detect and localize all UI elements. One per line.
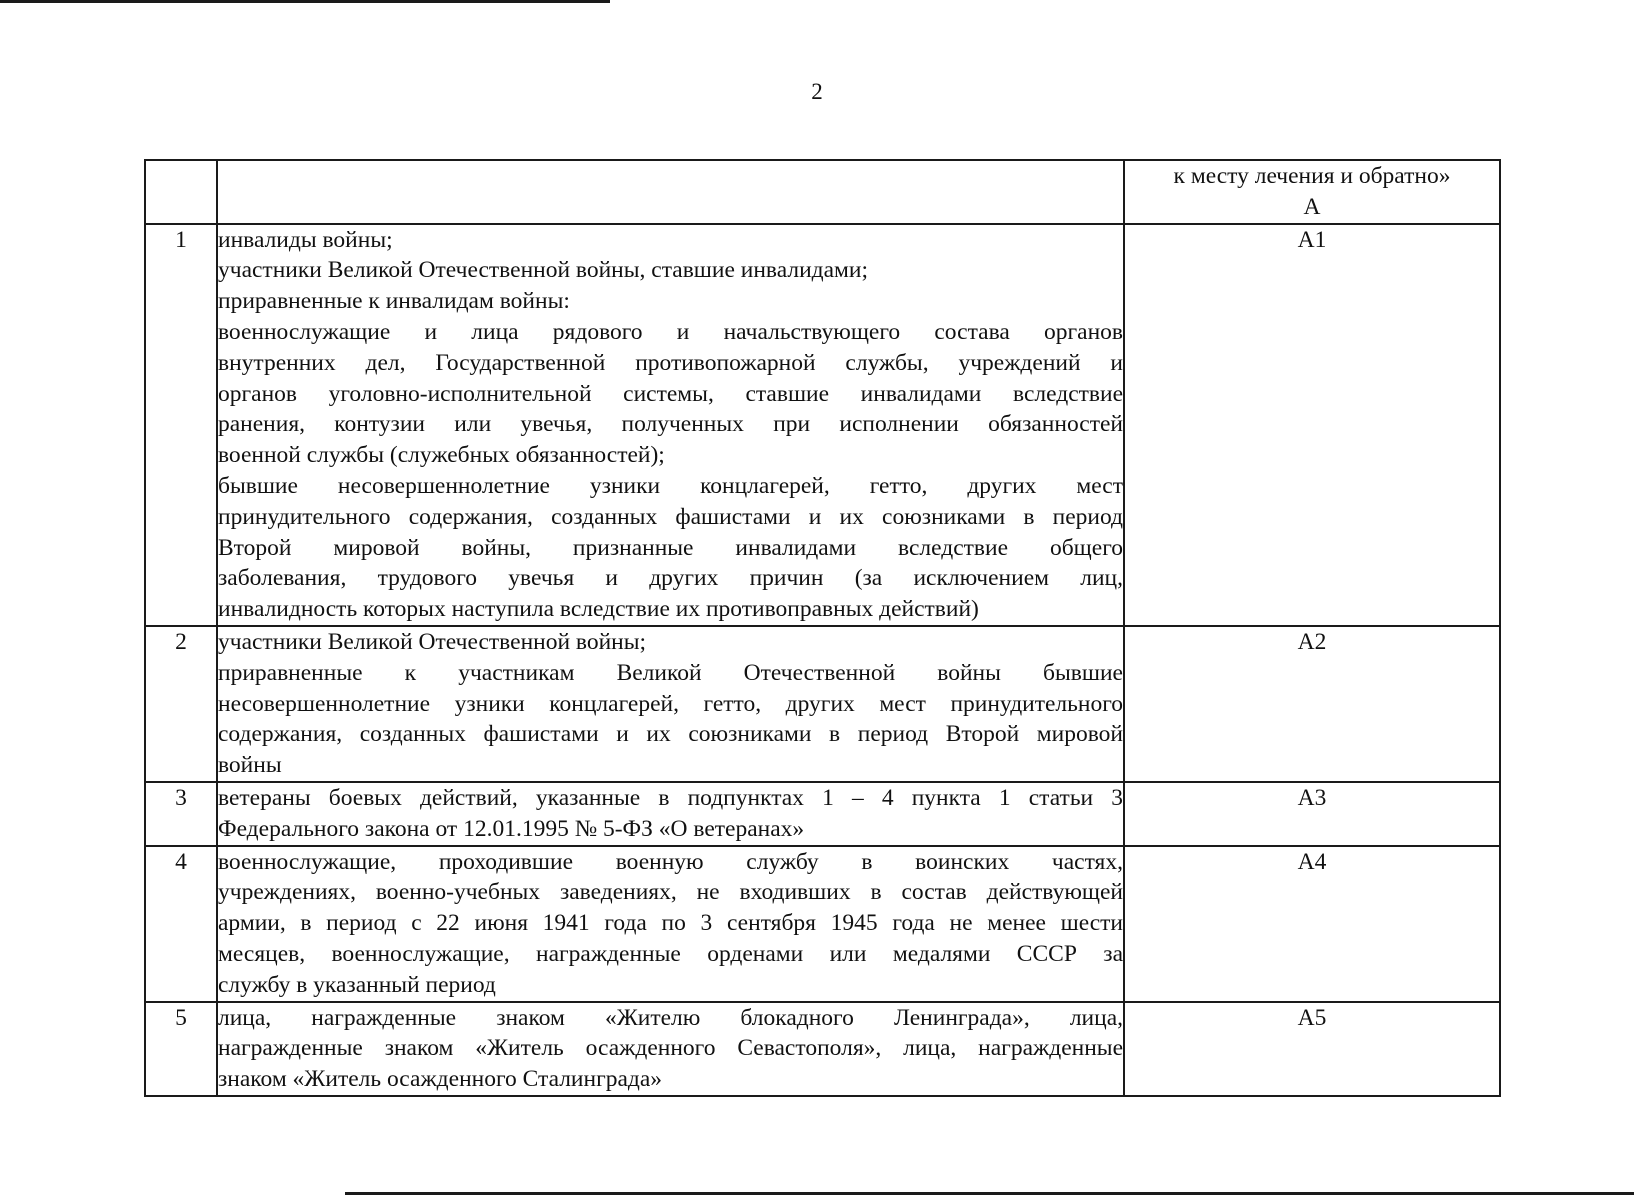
description-line: несовершеннолетние узники концлагерей, гетто, других мест принудительного [218, 690, 1123, 717]
description-line: органов уголовно-исполнительной системы, ставшие инвалидами вследствие [218, 380, 1123, 407]
table-header-row [145, 160, 1500, 224]
description-line: учреждениях, военно-учебных заведениях, не входивших в состав действующей [218, 879, 1123, 906]
scan-edge-line-bottom [345, 1192, 1634, 1195]
row-code: А5 [1124, 1002, 1500, 1096]
description-line: армии, в период с 22 июня 1941 года по 3 сентября 1945 года не менее шести [218, 910, 1123, 937]
table-row [145, 1002, 1500, 1096]
row-number: 1 [145, 224, 217, 626]
description-line: участники Великой Отечественной войны; [218, 628, 647, 655]
benefits-category-table [144, 159, 1501, 1097]
description-line: ветераны боевых действий, указанные в подпунктах 1 – 4 пункта 1 статьи 3 [218, 784, 1123, 811]
table-row [145, 782, 1500, 846]
table-row [145, 846, 1500, 1002]
description-line: Федерального закона от 12.01.1995 № 5-ФЗ «О ветеранах» [218, 815, 805, 842]
row-description [217, 224, 1124, 626]
header-num-cell [145, 160, 217, 224]
header-code-line: к месту лечения и обратно» [1173, 163, 1451, 189]
row-number: 3 [145, 782, 217, 846]
description-line: ранения, контузии или увечья, полученных при исполнении обязанностей [218, 411, 1123, 438]
row-description [217, 626, 1124, 782]
description-line: военной службы (служебных обязанностей); [218, 442, 665, 469]
row-code: А2 [1124, 626, 1500, 782]
description-line: приравненные к участникам Великой Отечественной войны бывшие [218, 659, 1123, 686]
description-line: войны [218, 752, 282, 779]
row-description [217, 846, 1124, 1002]
description-line: службу в указанный период [218, 971, 496, 998]
header-description-cell [217, 160, 1124, 224]
row-description [217, 782, 1124, 846]
row-number: 5 [145, 1002, 217, 1096]
row-code: А1 [1124, 224, 1500, 626]
description-line: инвалидность которых наступила вследствие их противоправных действий) [218, 596, 979, 623]
row-code: А4 [1124, 846, 1500, 1002]
description-line: месяцев, военнослужащие, награжденные орденами или медалями СССР за [218, 940, 1123, 967]
table-row [145, 224, 1500, 626]
header-code-cell [1124, 160, 1500, 224]
row-number: 4 [145, 846, 217, 1002]
header-code-letter: А [1303, 193, 1321, 220]
description-line: заболевания, трудового увечья и других причин (за исключением лиц, [218, 565, 1123, 592]
description-line: бывшие несовершеннолетние узники концлагерей, гетто, других мест [218, 472, 1123, 499]
row-description [217, 1002, 1124, 1096]
row-code: А3 [1124, 782, 1500, 846]
page-number: 2 [811, 79, 823, 104]
description-line: участники Великой Отечественной войны, ставшие инвалидами; [218, 257, 869, 284]
description-line: внутренних дел, Государственной противопожарной службы, учреждений и [218, 349, 1123, 376]
description-line: лица, награжденные знаком «Жителю блокадного Ленинграда», лица, [218, 1004, 1123, 1031]
description-line: инвалиды войны; [218, 226, 393, 253]
description-line: Второй мировой войны, признанные инвалидами вследствие общего [218, 534, 1123, 561]
description-line: приравненные к инвалидам войны: [218, 288, 570, 315]
description-line: награжденные знаком «Житель осажденного Севастополя», лица, награжденные [218, 1035, 1123, 1062]
scan-edge-line-top [0, 0, 610, 3]
description-line: принудительного содержания, созданных фашистами и их союзниками в период [218, 503, 1123, 530]
description-line: знаком «Житель осажденного Сталинграда» [218, 1066, 663, 1093]
row-number: 2 [145, 626, 217, 782]
table-row [145, 626, 1500, 782]
description-line: содержания, созданных фашистами и их союзниками в период Второй мировой [218, 721, 1123, 748]
description-line: военнослужащие, проходившие военную службу в воинских частях, [218, 848, 1123, 875]
description-line: военнослужащие и лица рядового и начальствующего состава органов [218, 318, 1123, 345]
